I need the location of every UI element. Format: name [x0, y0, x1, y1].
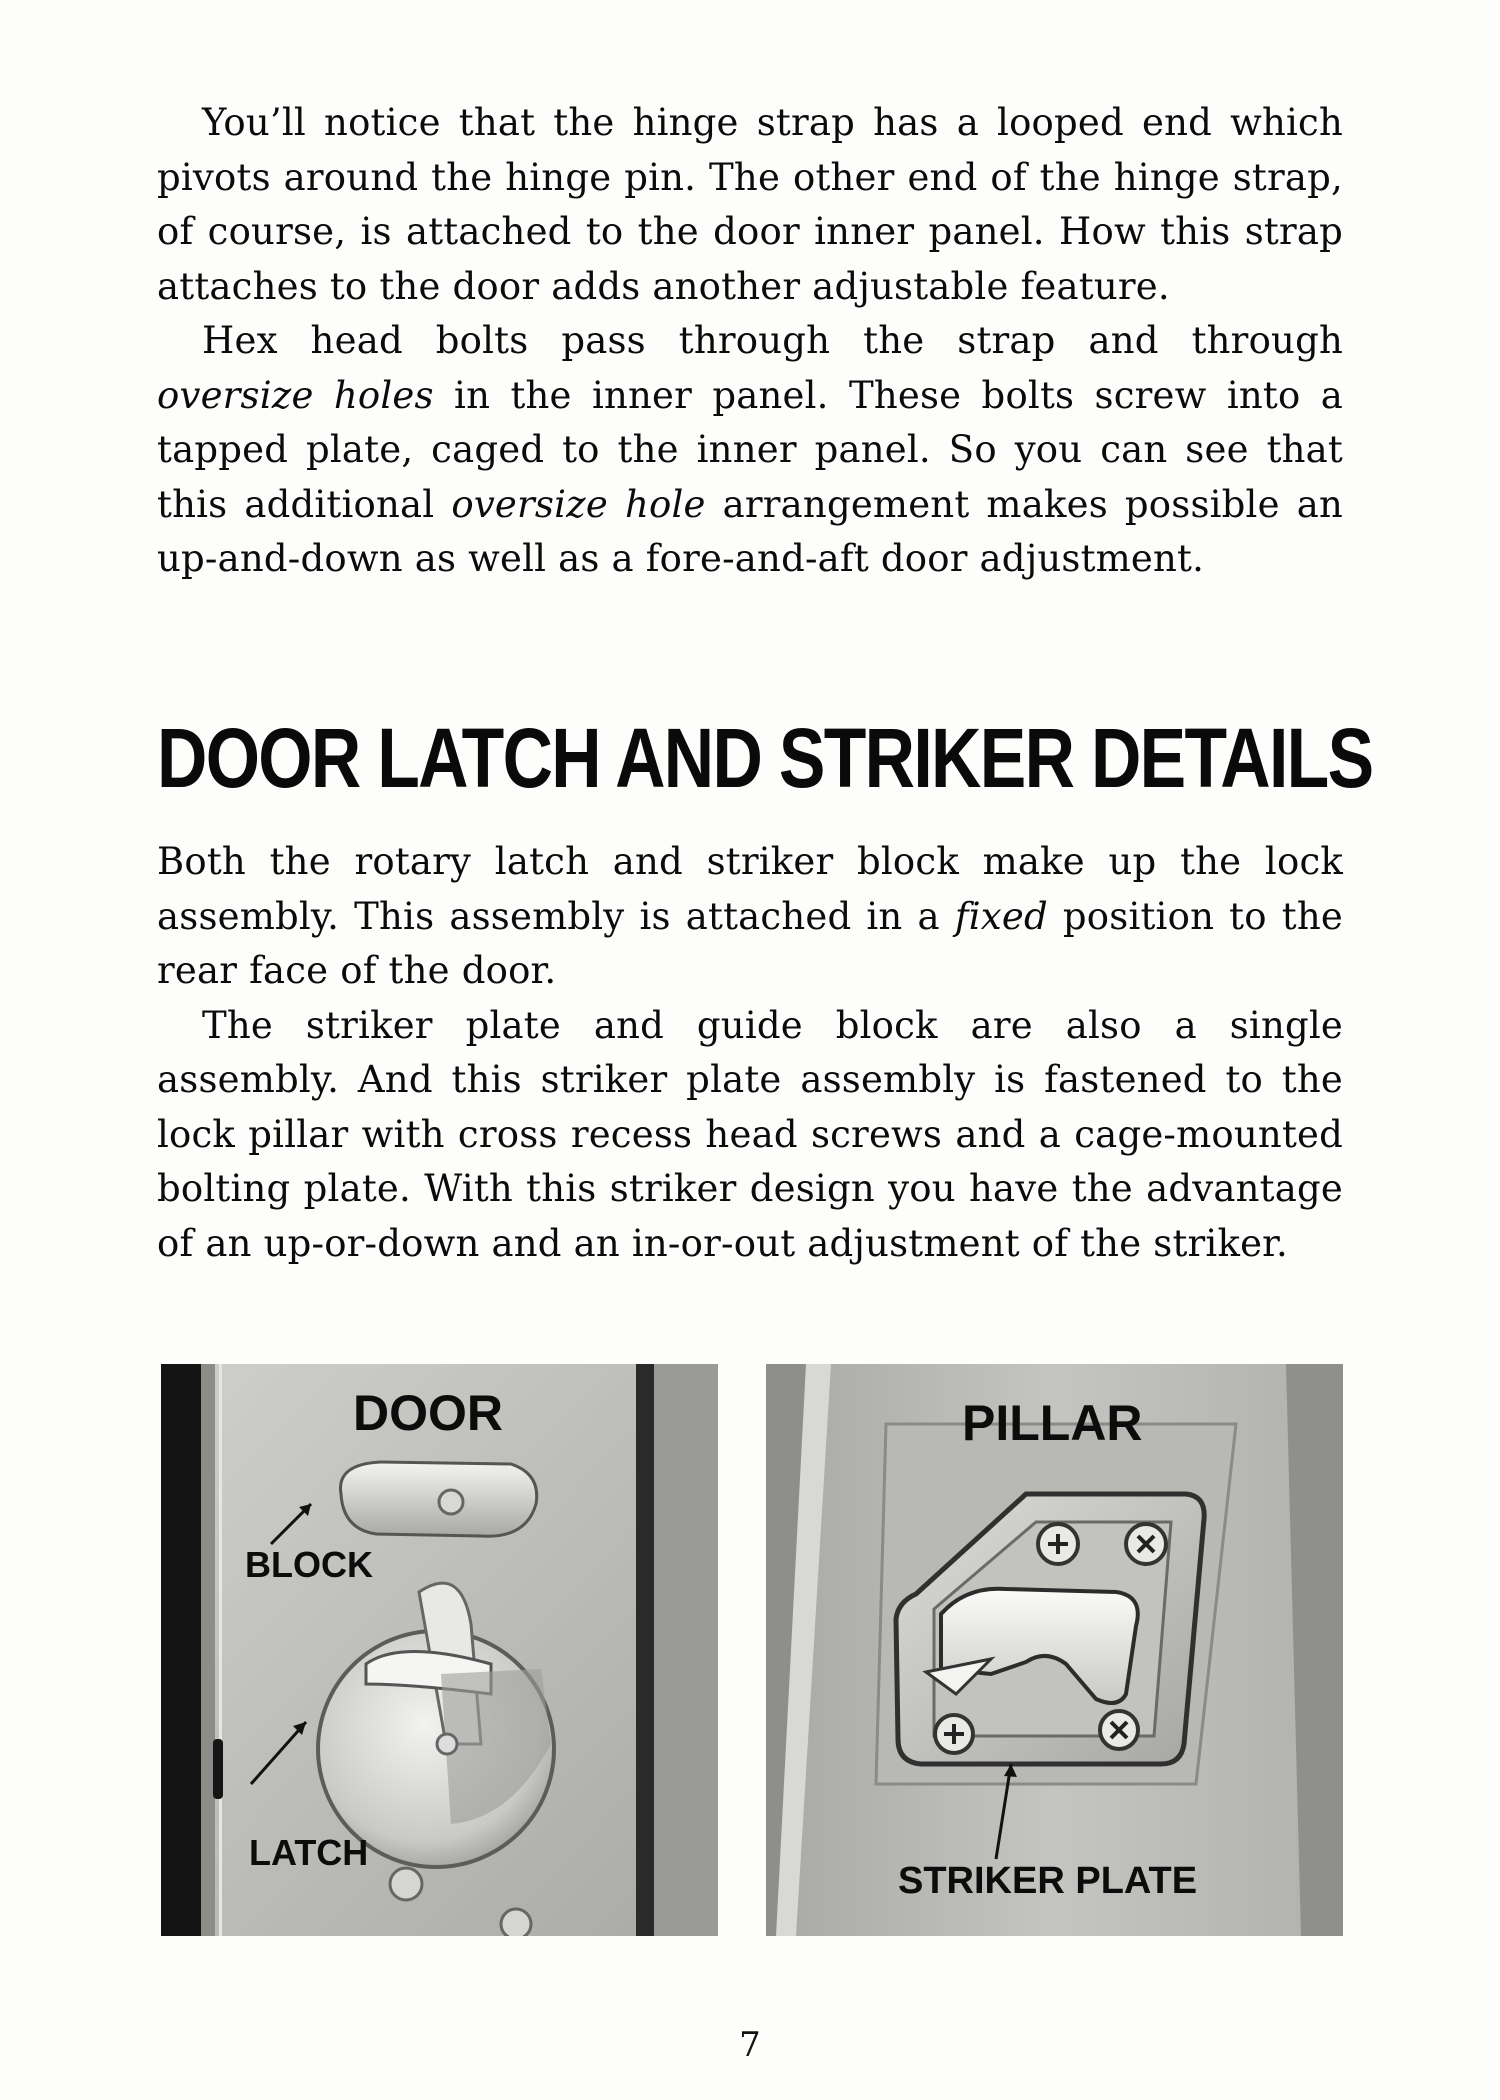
- paragraph-hinge-strap: [157, 96, 1343, 314]
- text-run: in the inner panel. These bolts screw into a tapped plate, caged to the inner panel. So you can see that this additional: [157, 373, 1344, 526]
- text-run: The striker plate and guide block are also a single assembly. And this striker plate assembly is fastened to the lock pillar with cross recess head screws and a cage-mounted bolting plate. With this striker design you have the advantage of an up-or-down and an in-or-out adjustment of the striker.: [157, 1003, 1343, 1265]
- section-heading: DOOR LATCH AND STRIKER DETAILS: [157, 711, 1373, 805]
- italic-run: fixed: [954, 894, 1048, 938]
- striker-plate-label: STRIKER PLATE: [898, 1860, 1198, 1902]
- block-label: BLOCK: [245, 1544, 373, 1585]
- italic-run: oversize hole: [451, 482, 706, 526]
- text-run: Both the rotary latch and striker block make up the lock assembly. This assembly is attached in a: [157, 840, 1343, 938]
- door-latch-photo: [161, 1364, 718, 1936]
- latch-label: LATCH: [249, 1832, 369, 1873]
- intro-text-block: [157, 96, 1343, 587]
- text-run: Hex head bolts pass through the strap and through: [202, 319, 1343, 362]
- text-run: arrangement makes possible an up-and-down as well as a fore-and-aft door adjustment.: [157, 482, 1344, 580]
- door-latch-illustration: [161, 1364, 718, 1936]
- paragraph-rotary-latch: [157, 835, 1343, 999]
- paragraph-striker-plate: [157, 999, 1343, 1272]
- pillar-striker-photo: [766, 1364, 1343, 1936]
- pillar-title: PILLAR: [962, 1395, 1143, 1451]
- text-run: You’ll notice that the hinge strap has a looped end which pivots around the hinge pin. The other end of the hinge strap, of course, is attached to the door inner panel. How this strap attaches to the door adds another adjustable feature.: [157, 101, 1343, 308]
- paragraph-hex-bolts: [157, 314, 1343, 587]
- page-number: 7: [739, 2025, 761, 2065]
- latch-text-block: [157, 835, 1343, 1271]
- door-title: DOOR: [353, 1385, 503, 1441]
- text-run: position to the rear face of the door.: [157, 894, 1343, 992]
- italic-run: oversize holes: [157, 373, 434, 417]
